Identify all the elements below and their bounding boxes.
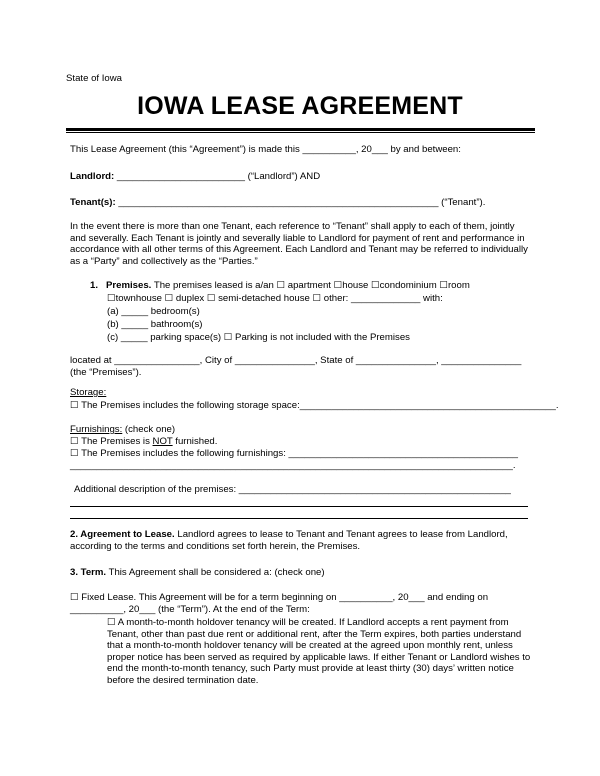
intro-line: This Lease Agreement (this “Agreement”) is made this __________, 20___ by and between: — [70, 144, 461, 155]
furnishings-continuation: ___________________________________________________________________________________. — [70, 460, 516, 471]
includes-furnishings-option: ☐ The Premises includes the following furnishings: ___________________________________________ — [70, 448, 518, 459]
premises-type-options: The premises leased is a/an ☐ apartment ☐house ☐condominium ☐room — [151, 280, 470, 291]
storage-line: ☐ The Premises includes the following storage space:________________________________________________. — [70, 400, 559, 411]
term-heading-line — [70, 567, 325, 579]
furnishings-check-one: (check one) — [122, 424, 176, 435]
premises-parking: (c) _____ parking space(s) ☐ Parking is not included with the Premises — [107, 332, 410, 343]
tenant-line — [70, 197, 485, 209]
not-furnished-option: ☐ The Premises is NOT furnished. — [70, 436, 218, 447]
premises-definition: (the “Premises”). — [70, 367, 142, 378]
fixed-lease-option-cont: __________, 20___ (the “Term”). At the end of the Term: — [70, 604, 310, 615]
agreement-to-lease-paragraph — [70, 529, 532, 552]
fixed-lease-option: ☐ Fixed Lease. This Agreement will be for a term beginning on __________, 20___ and ending on — [70, 592, 489, 603]
additional-blank-line-1 — [70, 506, 528, 507]
furnishings-heading-line — [70, 424, 175, 436]
term-text: This Agreement shall be considered a: (check one) — [106, 567, 325, 578]
not-emphasis: NOT — [152, 436, 173, 447]
premises-line-1 — [90, 280, 470, 292]
holdover-option: ☐ A month-to-month holdover tenancy will be created. If Landlord accepts a rent payment from Tenant, other than past due rent or additional rent, after the Term expires, both parties understand that a month-to-month holdover tenancy will be created at the agreed upon monthly rent, unless proper notice has been served as required by applicable laws. If either Tenant or Landlord wishes to end the month-to-month tenancy, such Party must provide at least thirty (30) days’ written notice before the desired termination date. — [107, 617, 531, 686]
additional-description: Additional description of the premises: ___________________________________________________ — [74, 484, 511, 495]
premises-number: 1. — [90, 280, 99, 291]
premises-bathrooms: (b) _____ bathroom(s) — [107, 319, 203, 330]
title-rule-thin — [66, 132, 535, 133]
multi-tenant-paragraph: In the event there is more than one Tenant, each reference to “Tenant” shall apply to each of them, jointly and severally. Each Tenant is jointly and severally liable to Landlord for payment of rent and performance in accordance with all other terms of this Agreement. Each Landlord and Tenant may be referred to individually as a “Party” and collectively as the “Parties.” — [70, 221, 528, 267]
agreement-label: 2. Agreement to Lease. — [70, 529, 175, 540]
title-rule-thick — [66, 128, 535, 131]
document-title: IOWA LEASE AGREEMENT — [137, 92, 463, 120]
tenant-field: ____________________________________________________________ (“Tenant”). — [115, 197, 486, 208]
premises-location: located at ________________, City of _______________, State of _______________, _______________ — [70, 355, 522, 366]
furnishings-heading: Furnishings: — [70, 424, 123, 435]
state-label: State of Iowa — [66, 73, 122, 84]
storage-heading: Storage: — [70, 387, 107, 398]
landlord-label: Landlord: — [70, 171, 115, 182]
tenant-label: Tenant(s): — [70, 197, 116, 208]
landlord-line — [70, 171, 320, 183]
term-label: 3. Term. — [70, 567, 107, 578]
additional-blank-line-2 — [70, 518, 528, 519]
premises-label: Premises. — [106, 280, 152, 291]
premises-bedrooms: (a) _____ bedroom(s) — [107, 306, 200, 317]
premises-line-2: ☐townhouse ☐ duplex ☐ semi-detached house ☐ other: _____________ with: — [107, 293, 443, 304]
landlord-field: ________________________ (“Landlord”) AND — [114, 171, 321, 182]
agreement-text: Landlord agrees to lease to Tenant and Tenant agrees to lease from Landlord, according to the terms and conditions set forth herein, the Premises. — [70, 529, 508, 552]
